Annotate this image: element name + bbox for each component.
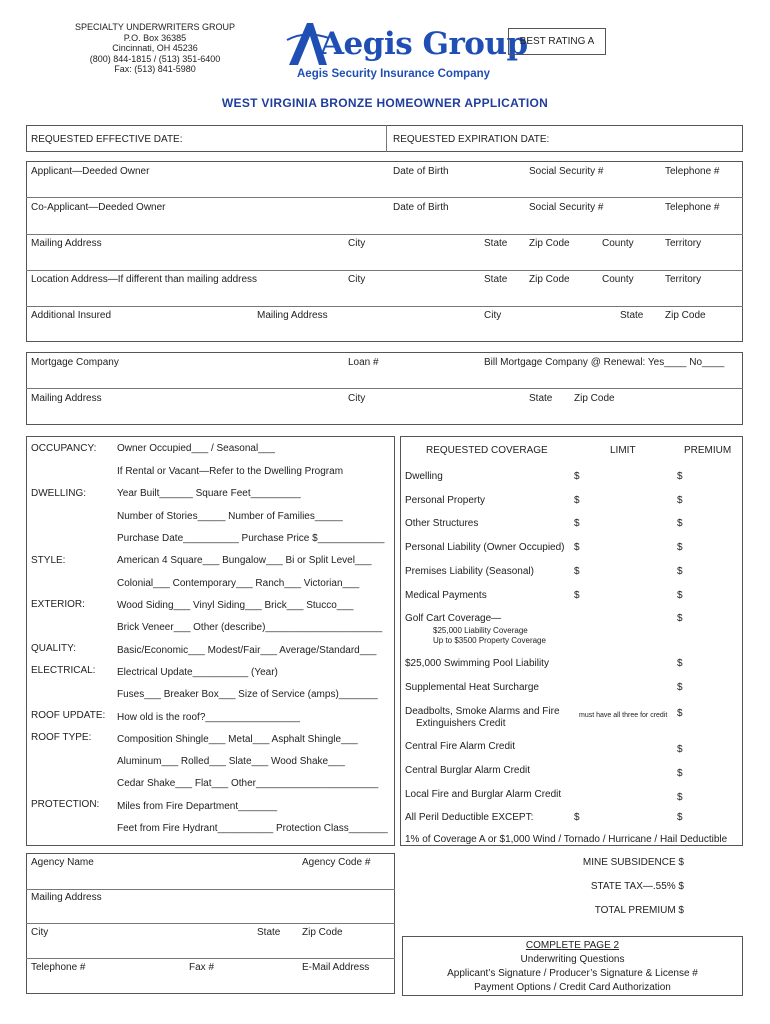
additional-insured-field[interactable]: Additional Insured — [31, 310, 112, 321]
style-label: STYLE: — [31, 555, 66, 566]
roof-update-label: ROOF UPDATE: — [31, 710, 106, 721]
mailing-city-field[interactable]: City — [348, 238, 366, 249]
dwelling-limit-field[interactable]: $ — [574, 471, 580, 482]
mailing-address-field[interactable]: Mailing Address — [31, 238, 102, 249]
mailing-zip-field[interactable]: Zip Code — [529, 238, 570, 249]
location-state-field[interactable]: State — [484, 274, 508, 285]
mortgage-company-field[interactable]: Mortgage Company — [31, 357, 119, 368]
roof-age-field[interactable]: How old is the roof?_________________ — [117, 712, 300, 723]
applicant-name-field[interactable]: Applicant—Deeded Owner — [31, 166, 150, 177]
agency-email-field[interactable]: E-Mail Address — [302, 962, 370, 973]
agency-phone-field[interactable]: Telephone # — [31, 962, 86, 973]
premises-liability-premium-field[interactable]: $ — [677, 566, 683, 577]
heat-surcharge-label: Supplemental Heat Surcharge — [405, 682, 539, 693]
payment-options-note: Payment Options / Credit Card Authorization — [474, 982, 671, 993]
premises-liability-label: Premises Liability (Seasonal) — [405, 566, 534, 577]
deductible-limit-field[interactable]: $ — [574, 812, 580, 823]
medical-premium-field[interactable]: $ — [677, 590, 683, 601]
bill-mortgage-field[interactable]: Bill Mortgage Company @ Renewal: Yes____ No____ — [484, 357, 725, 368]
deductible-premium-field[interactable]: $ — [677, 812, 683, 823]
group-name: SPECIALTY UNDERWRITERS GROUP — [74, 22, 236, 32]
agency-address-field[interactable]: Mailing Address — [31, 892, 102, 903]
applicant-phone-field[interactable]: Telephone # — [665, 166, 720, 177]
company-address-block — [60, 22, 250, 75]
occupancy-label: OCCUPANCY: — [31, 443, 97, 454]
logo-text: Aegis Group — [320, 26, 528, 62]
deadbolts-label-2: Extinguishers Credit — [416, 718, 506, 729]
city-line: Cincinnati, OH 45236 — [112, 43, 198, 53]
expiration-date-field[interactable]: REQUESTED EXPIRATION DATE: — [393, 134, 550, 145]
year-built-field[interactable]: Year Built______ Square Feet_________ — [117, 488, 301, 499]
burglar-alarm-premium-field[interactable]: $ — [677, 768, 683, 779]
mortgage-city-field[interactable]: City — [348, 393, 366, 404]
mortgage-zip-field[interactable]: Zip Code — [574, 393, 615, 404]
page-title: WEST VIRGINIA BRONZE HOMEOWNER APPLICATION — [221, 96, 549, 110]
signatures-note: Applicant’s Signature / Producer’s Signature & License # — [447, 968, 698, 979]
mailing-state-field[interactable]: State — [484, 238, 508, 249]
deadbolts-label-1: Deadbolts, Smoke Alarms and Fire — [405, 706, 560, 717]
fire-alarm-premium-field[interactable]: $ — [677, 744, 683, 755]
agency-city-field[interactable]: City — [31, 927, 49, 938]
stories-field[interactable]: Number of Stories_____ Number of Families_____ — [117, 511, 343, 522]
other-structures-premium-field[interactable]: $ — [677, 518, 683, 529]
exterior-options-1[interactable]: Wood Siding___ Vinyl Siding___ Brick___ Stucco___ — [117, 600, 354, 611]
limit-column-header: LIMIT — [610, 445, 636, 456]
dwelling-premium-field[interactable]: $ — [677, 471, 683, 482]
mailing-county-field[interactable]: County — [602, 238, 634, 249]
other-structures-limit-field[interactable]: $ — [574, 518, 580, 529]
logo-subtitle: Aegis Security Insurance Company — [297, 68, 491, 80]
co-applicant-ssn-field[interactable]: Social Security # — [529, 202, 604, 213]
location-address-field[interactable]: Location Address—If different than mailing address — [31, 274, 258, 285]
golf-cart-liability-note: $25,000 Liability Coverage — [433, 626, 528, 635]
medical-limit-field[interactable]: $ — [574, 590, 580, 601]
best-rating: BEST RATING A — [519, 36, 595, 47]
roof-type-options-1[interactable]: Composition Shingle___ Metal___ Asphalt Shingle___ — [117, 734, 358, 745]
co-applicant-phone-field[interactable]: Telephone # — [665, 202, 720, 213]
co-applicant-dob-field[interactable]: Date of Birth — [393, 202, 449, 213]
premises-liability-limit-field[interactable]: $ — [574, 566, 580, 577]
applicant-ssn-field[interactable]: Social Security # — [529, 166, 604, 177]
po-box: P.O. Box 36385 — [123, 32, 187, 43]
agency-name-field[interactable]: Agency Name — [31, 857, 94, 868]
personal-liability-label: Personal Liability (Owner Occupied) — [405, 542, 565, 553]
state-tax-field[interactable]: STATE TAX—.55% $ — [590, 881, 684, 892]
loan-number-field[interactable]: Loan # — [348, 357, 379, 368]
pool-liability-label: $25,000 Swimming Pool Liability — [405, 658, 549, 669]
mortgage-address-field[interactable]: Mailing Address — [31, 393, 102, 404]
phone-numbers: (800) 844-1815 / (513) 351-6400 — [89, 53, 221, 64]
rating-box — [508, 28, 606, 55]
personal-liability-premium-field[interactable]: $ — [677, 542, 683, 553]
other-structures-label: Other Structures — [405, 518, 479, 529]
central-fire-alarm-label: Central Fire Alarm Credit — [405, 741, 516, 752]
quality-label: QUALITY: — [31, 643, 77, 654]
underwriting-questions-note: Underwriting Questions — [520, 954, 625, 965]
quality-options[interactable]: Basic/Economic___ Modest/Fair___ Average/Standard___ — [117, 645, 377, 656]
golf-cart-property-note: Up to $3500 Property Coverage — [433, 636, 546, 645]
golf-cart-premium-field[interactable]: $ — [677, 613, 683, 624]
mailing-territory-field[interactable]: Territory — [665, 238, 702, 249]
pool-premium-field[interactable]: $ — [677, 658, 683, 669]
electrical-service-field[interactable]: Fuses___ Breaker Box___ Size of Service (amps)_______ — [117, 689, 378, 700]
personal-liability-limit-field[interactable]: $ — [574, 542, 580, 553]
occupancy-field[interactable]: Owner Occupied___ / Seasonal___ — [117, 443, 275, 454]
heat-premium-field[interactable]: $ — [677, 682, 683, 693]
rental-note: If Rental or Vacant—Refer to the Dwelling Program — [117, 466, 344, 477]
agency-fax-field[interactable]: Fax # — [189, 962, 215, 973]
deadbolts-premium-field[interactable]: $ — [677, 708, 683, 719]
effective-date-field[interactable]: REQUESTED EFFECTIVE DATE: — [31, 134, 183, 145]
personal-property-label: Personal Property — [405, 495, 486, 506]
mortgage-state-field[interactable]: State — [529, 393, 553, 404]
local-alarm-premium-field[interactable]: $ — [677, 792, 683, 803]
complete-page-2-title: COMPLETE PAGE 2 — [525, 940, 620, 951]
mine-subsidence-field[interactable]: MINE SUBSIDENCE $ — [582, 857, 684, 868]
roof-type-options-3[interactable]: Cedar Shake___ Flat___ Other______________________ — [117, 778, 379, 789]
agency-zip-field[interactable]: Zip Code — [302, 927, 343, 938]
additional-insured-state-field[interactable]: State — [620, 310, 644, 321]
deadbolts-note: must have all three for credit — [579, 712, 668, 719]
electrical-update-field[interactable]: Electrical Update__________ (Year) — [117, 667, 278, 678]
exterior-options-2[interactable]: Brick Veneer___ Other (describe)_____________________ — [117, 622, 383, 633]
local-alarm-label: Local Fire and Burglar Alarm Credit — [405, 789, 562, 800]
wind-deductible-label: 1% of Coverage A or $1,000 Wind / Tornado / Hurricane / Hail Deductible — [405, 834, 728, 845]
medical-payments-label: Medical Payments — [405, 590, 487, 601]
deductible-label: All Peril Deductible EXCEPT: — [405, 812, 534, 823]
total-premium-field[interactable]: TOTAL PREMIUM $ — [594, 905, 684, 916]
fax-number: Fax: (513) 841-5980 — [114, 64, 196, 74]
location-zip-field[interactable]: Zip Code — [529, 274, 570, 285]
exterior-label: EXTERIOR: — [31, 599, 85, 610]
additional-insured-address-field[interactable]: Mailing Address — [257, 310, 328, 321]
fire-department-field[interactable]: Miles from Fire Department_______ — [117, 801, 278, 812]
protection-label: PROTECTION: — [31, 799, 100, 810]
roof-type-options-2[interactable]: Aluminum___ Rolled___ Slate___ Wood Shake___ — [117, 756, 345, 767]
additional-insured-zip-field[interactable]: Zip Code — [665, 310, 706, 321]
agency-state-field[interactable]: State — [257, 927, 281, 938]
fire-hydrant-field[interactable]: Feet from Fire Hydrant__________ Protection Class_______ — [117, 823, 388, 834]
personal-property-premium-field[interactable]: $ — [677, 495, 683, 506]
style-options-2[interactable]: Colonial___ Contemporary___ Ranch___ Victorian___ — [117, 578, 360, 589]
location-county-field[interactable]: County — [602, 274, 634, 285]
golf-cart-label: Golf Cart Coverage— — [405, 613, 502, 624]
dwelling-label: DWELLING: — [31, 488, 87, 499]
style-options-1[interactable]: American 4 Square___ Bungalow___ Bi or Split Level___ — [117, 555, 372, 566]
personal-property-limit-field[interactable]: $ — [574, 495, 580, 506]
location-city-field[interactable]: City — [348, 274, 366, 285]
premium-column-header: PREMIUM — [684, 445, 732, 456]
purchase-field[interactable]: Purchase Date__________ Purchase Price $____________ — [117, 533, 385, 544]
dwelling-coverage-label: Dwelling — [405, 471, 443, 482]
central-burglar-alarm-label: Central Burglar Alarm Credit — [405, 765, 531, 776]
location-territory-field[interactable]: Territory — [665, 274, 702, 285]
electrical-label: ELECTRICAL: — [31, 665, 96, 676]
coverage-column-header: REQUESTED COVERAGE — [426, 445, 548, 456]
agency-code-field[interactable]: Agency Code # — [302, 857, 371, 868]
applicant-dob-field[interactable]: Date of Birth — [393, 166, 449, 177]
co-applicant-name-field[interactable]: Co-Applicant—Deeded Owner — [31, 202, 166, 213]
roof-type-label: ROOF TYPE: — [31, 732, 92, 743]
additional-insured-city-field[interactable]: City — [484, 310, 502, 321]
